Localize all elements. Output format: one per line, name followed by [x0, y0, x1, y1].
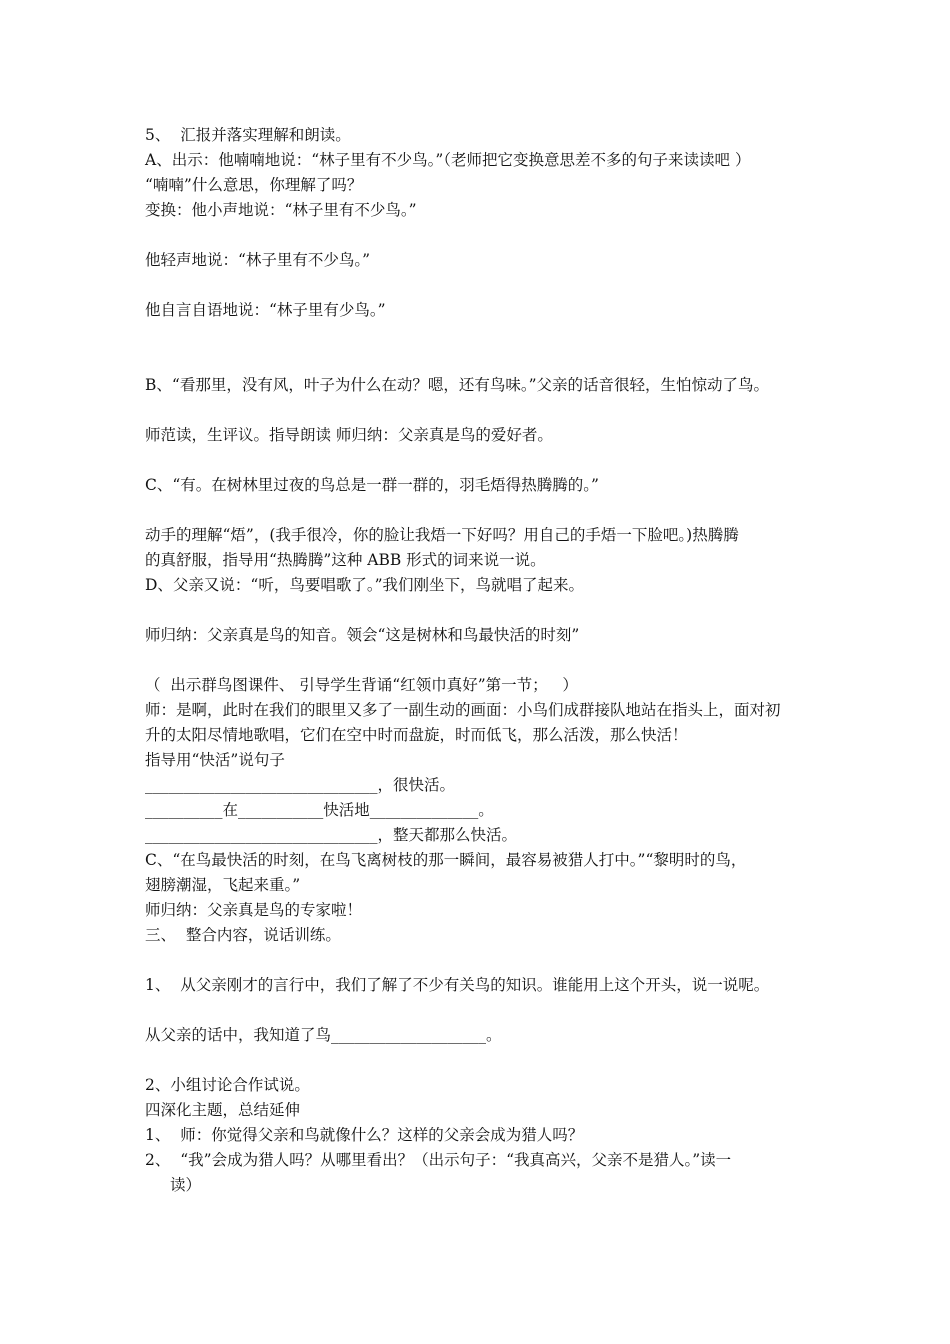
paragraph-line: （ 出示群鸟图课件、 引导学生背诵“红领巾真好”第一节； ）: [145, 676, 578, 694]
paragraph-line: 2、小组讨论合作试说。: [145, 1076, 310, 1094]
fill-in-blank-line: ______________________________，很快活。: [145, 776, 456, 794]
paragraph-line: 1、 从父亲刚才的言行中，我们了解了不少有关鸟的知识。谁能用上这个开头，说一说呢。: [145, 976, 770, 994]
paragraph-line: 的真舒服，指导用“热腾腾”这种 ABB 形式的词来说一说。: [145, 551, 546, 569]
list-item: 2、 “我”会成为猎人吗？从哪里看出？（出示句子：“我真高兴，父亲不是猎人。”读一: [145, 1151, 732, 1169]
paragraph-line: C、“在鸟最快活的时刻，在鸟飞离树枝的那一瞬间，最容易被猎人打中。”“黎明时的鸟，: [145, 851, 747, 869]
paragraph-line: 师归纳：父亲真是鸟的专家啦！: [145, 901, 363, 919]
fill-in-blank-line: ______________________________，整天都那么快活。: [145, 826, 518, 844]
paragraph-line: 师范读，生评议。指导朗读 师归纳：父亲真是鸟的爱好者。: [145, 426, 553, 444]
paragraph-line: 翅膀潮湿，飞起来重。”: [145, 876, 301, 894]
section-heading: 四深化主题，总结延伸: [145, 1101, 301, 1119]
section-heading: 三、 整合内容，说话训练。: [145, 926, 341, 944]
paragraph-line: 他自言自语地说：“林子里有少鸟。”: [145, 301, 386, 319]
paragraph-line: 指导用“快活”说句子: [145, 751, 285, 769]
fill-in-blank-line: 从父亲的话中，我知道了鸟____________________。: [145, 1026, 502, 1044]
paragraph-line: A、出示：他喃喃地说：“林子里有不少鸟。”（老师把它变换意思差不多的句子来读读吧 ）: [145, 151, 751, 169]
paragraph-line: 变换：他小声地说：“林子里有不少鸟。”: [145, 201, 417, 219]
paragraph-line: 升的太阳尽情地歌唱，它们在空中时而盘旋，时而低飞，那么活泼，那么快活！: [145, 726, 688, 744]
section-heading: 5、 汇报并落实理解和朗读。: [145, 126, 351, 144]
paragraph-line: 师归纳：父亲真是鸟的知音。领会“这是树林和鸟最快活的时刻”: [145, 626, 580, 644]
paragraph-line: “喃喃”什么意思，你理解了吗？: [145, 176, 363, 194]
paragraph-line: 动手的理解“焐”，(我手很冷，你的脸让我焐一下好吗？用自己的手焐一下脸吧。)热腾腾: [145, 526, 739, 544]
fill-in-blank-line: __________在___________快活地______________。: [145, 801, 494, 819]
paragraph-line: B、“看那里，没有风，叶子为什么在动？嗯，还有鸟味。”父亲的话音很轻，生怕惊动了鸟。: [145, 376, 769, 394]
paragraph-line: 师：是啊，此时在我们的眼里又多了一副生动的画面：小鸟们成群接队地站在指头上，面对初: [145, 701, 781, 719]
paragraph-line: 他轻声地说：“林子里有不少鸟。”: [145, 251, 371, 269]
paragraph-line: D、父亲又说：“听，鸟要唱歌了。”我们刚坐下，鸟就唱了起来。: [145, 576, 585, 594]
list-item-continuation: 读）: [170, 1176, 202, 1194]
list-item: 1、 师：你觉得父亲和鸟就像什么？这样的父亲会成为猎人吗？: [145, 1126, 584, 1144]
paragraph-line: C、“有。在树林里过夜的鸟总是一群一群的，羽毛焐得热腾腾的。”: [145, 476, 599, 494]
